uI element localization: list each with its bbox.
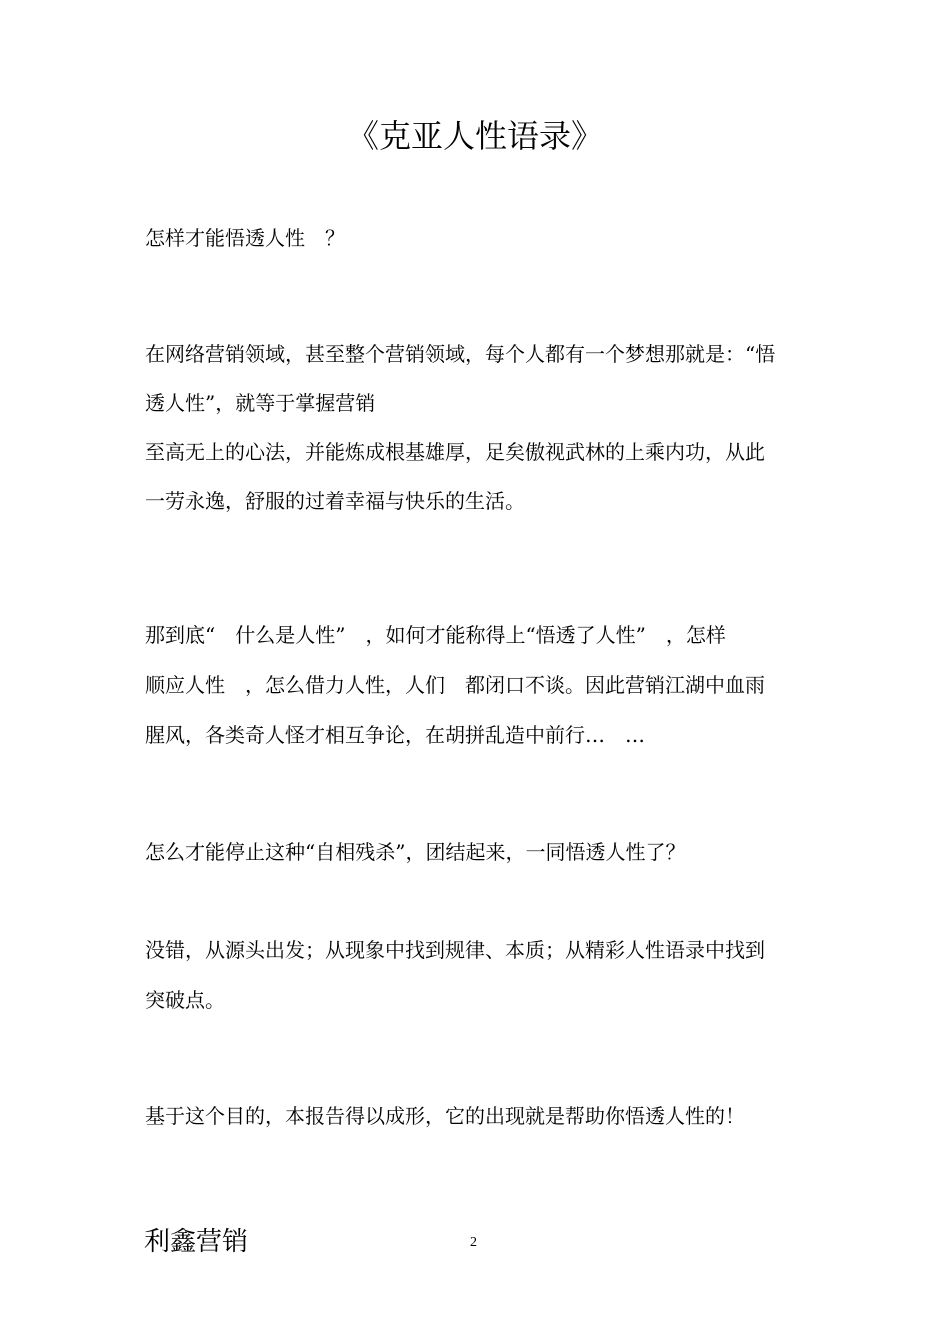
paragraph-line: 透人性”，就等于掌握营销 (145, 391, 376, 415)
paragraph-line: 没错，从源头出发；从现象中找到规律、本质；从精彩人性语录中找到 (145, 938, 765, 962)
paragraph-line: 基于这个目的，本报告得以成形，它的出现就是帮助你悟透人性的！ (145, 1104, 745, 1128)
paragraph-line: 怎么才能停止这种“自相残杀”，团结起来，一同悟透人性了？ (145, 840, 686, 864)
question-line: 怎样才能悟透人性 ？ (145, 226, 345, 250)
paragraph-line: 顺应人性 ，怎么借力人性，人们 都闭口不谈。因此营销江湖中血雨 (145, 673, 765, 697)
footer-brand: 利鑫营销 (144, 1227, 249, 1257)
paragraph-line: 至高无上的心法，并能炼成根基雄厚，足矣傲视武林的上乘内功，从此 (145, 440, 765, 464)
paragraph-line: 在网络营销领域，甚至整个营销领域，每个人都有一个梦想那就是：“悟 (145, 342, 776, 366)
page-number: 2 (470, 1235, 477, 1250)
paragraph-line: 突破点。 (145, 988, 225, 1012)
paragraph-line: 一劳永逸，舒服的过着幸福与快乐的生活。 (145, 489, 525, 513)
paragraph-line: 那到底“ 什么是人性” ，如何才能称得上“悟透了人性” ，怎样 (145, 623, 726, 647)
paragraph-line: 腥风，各类奇人怪才相互争论，在胡拼乱造中前行… … (145, 723, 645, 747)
document-title: 《克亚人性语录》 (346, 117, 603, 155)
